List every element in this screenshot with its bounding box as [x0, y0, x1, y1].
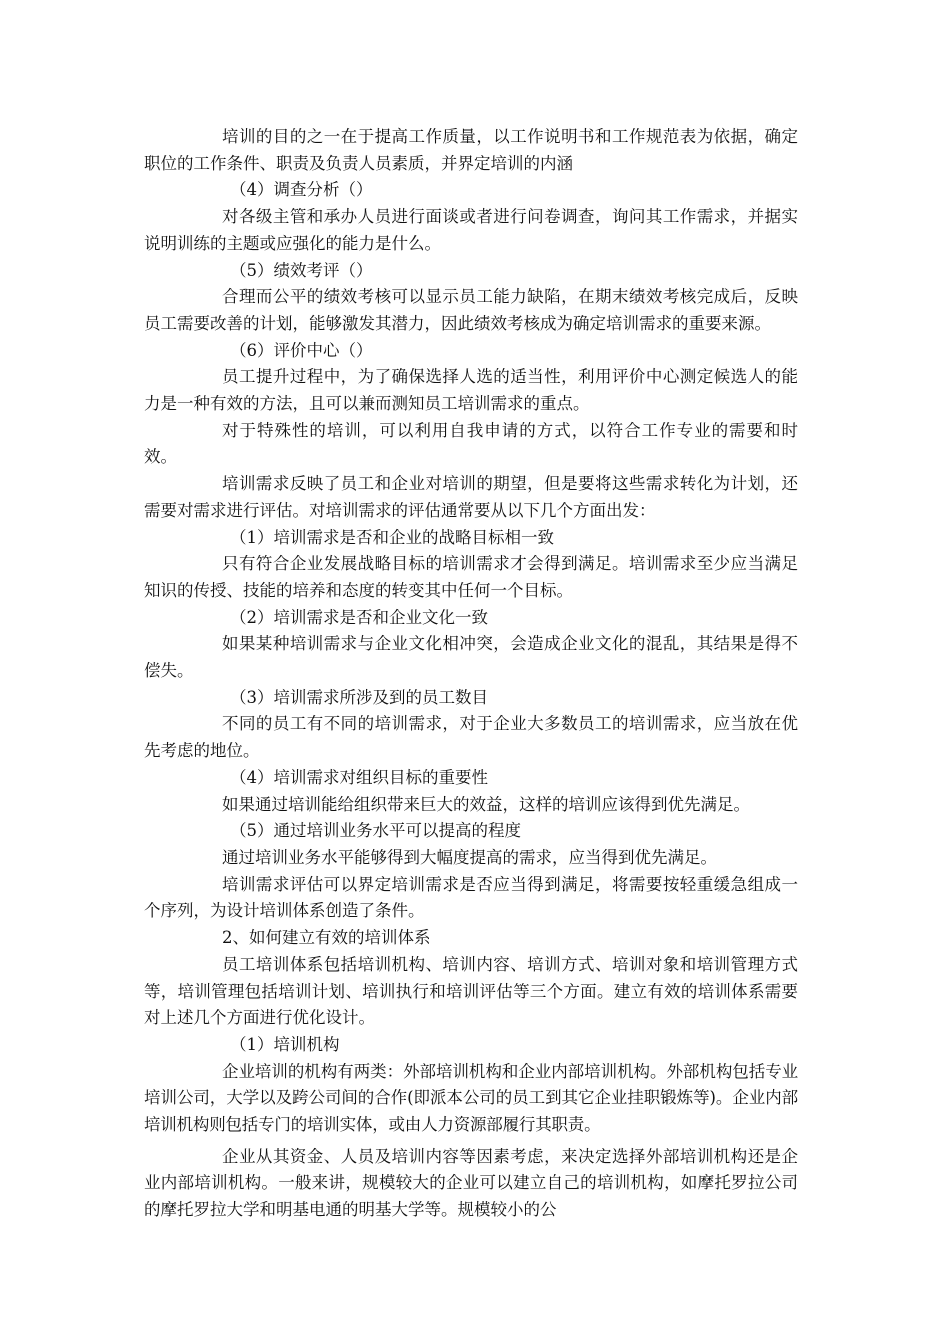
paragraph: 如果某种培训需求与企业文化相冲突，会造成企业文化的混乱，其结果是得不偿失。 — [144, 634, 798, 681]
numbered-section-title: 2、如何建立有效的培训体系 — [222, 928, 431, 948]
paragraph: 培训需求反映了员工和企业对培训的期望，但是要将这些需求转化为计划，还需要对需求进行评估。对培训需求的评估通常要从以下几个方面出发： — [144, 474, 798, 520]
paragraph: 企业培训的机构有两类：外部培训机构和企业内部培训机构。外部机构包括专业培训公司，大学以及跨公司间的合作(即派本公司的员工到其它企业挂职锻炼等)。企业内部培训机构则包括专门的培训实体，或由人力资源部履行其职责。 — [144, 1061, 798, 1135]
paragraph: 不同的员工有不同的培训需求，对于企业大多数员工的培训需求，应当放在优先考虑的地位。 — [144, 714, 798, 761]
paragraph: 员工提升过程中，为了确保选择人选的适当性，利用评价中心测定候选人的能力是一种有效的方法，且可以兼而测知员工培训需求的重点。 — [144, 367, 798, 414]
paragraph: 对各级主管和承办人员进行面谈或者进行问卷调查，询问其工作需求，并据实说明训练的主题或应强化的能力是什么。 — [144, 207, 798, 253]
section-heading: （1）培训需求是否和企业的战略目标相一致 — [230, 527, 554, 547]
section-heading: （6）评价中心（） — [230, 340, 373, 360]
paragraph: 培训需求评估可以界定培训需求是否应当得到满足，将需要按轻重缓急组成一个序列，为设计培训体系创造了条件。 — [144, 874, 798, 921]
section-heading: （2）培训需求是否和企业文化一致 — [230, 607, 488, 627]
paragraph: 通过培训业务水平能够得到大幅度提高的需求，应当得到优先满足。 — [222, 847, 717, 867]
paragraph: 如果通过培训能给组织带来巨大的效益，这样的培训应该得到优先满足。 — [222, 794, 750, 814]
section-heading: （5）绩效考评（） — [230, 260, 373, 280]
paragraph: 员工培训体系包括培训机构、培训内容、培训方式、培训对象和培训管理方式等，培训管理包括培训计划、培训执行和培训评估等三个方面。建立有效的培训体系需要对上述几个方面进行优化设计。 — [144, 954, 798, 1028]
section-heading: （1）培训机构 — [230, 1034, 340, 1054]
section-heading: （4）调查分析（） — [230, 180, 373, 200]
paragraph: 企业从其资金、人员及培训内容等因素考虑，来决定选择外部培训机构还是企业内部培训机构。一般来讲，规模较大的企业可以建立自己的培训机构，如摩托罗拉公司的摩托罗拉大学和明基电通的明基大学等。规模较小的公 — [144, 1146, 798, 1220]
paragraph: 培训的目的之一在于提高工作质量，以工作说明书和工作规范表为依据，确定职位的工作条件、职责及负责人员素质，并界定培训的内涵 — [144, 127, 798, 173]
paragraph: 合理而公平的绩效考核可以显示员工能力缺陷，在期末绩效考核完成后，反映员工需要改善的计划，能够激发其潜力，因此绩效考核成为确定培训需求的重要来源。 — [144, 287, 798, 333]
document-body — [144, 124, 798, 1224]
paragraph: 对于特殊性的培训，可以利用自我申请的方式，以符合工作专业的需要和时效。 — [144, 420, 798, 467]
section-heading: （4）培训需求对组织目标的重要性 — [230, 767, 488, 787]
paragraph: 只有符合企业发展战略目标的培训需求才会得到满足。培训需求至少应当满足知识的传授、技能的培养和态度的转变其中任何一个目标。 — [144, 554, 798, 600]
section-heading: （3）培训需求所涉及到的员工数目 — [230, 687, 488, 707]
section-heading: （5）通过培训业务水平可以提高的程度 — [230, 821, 521, 841]
